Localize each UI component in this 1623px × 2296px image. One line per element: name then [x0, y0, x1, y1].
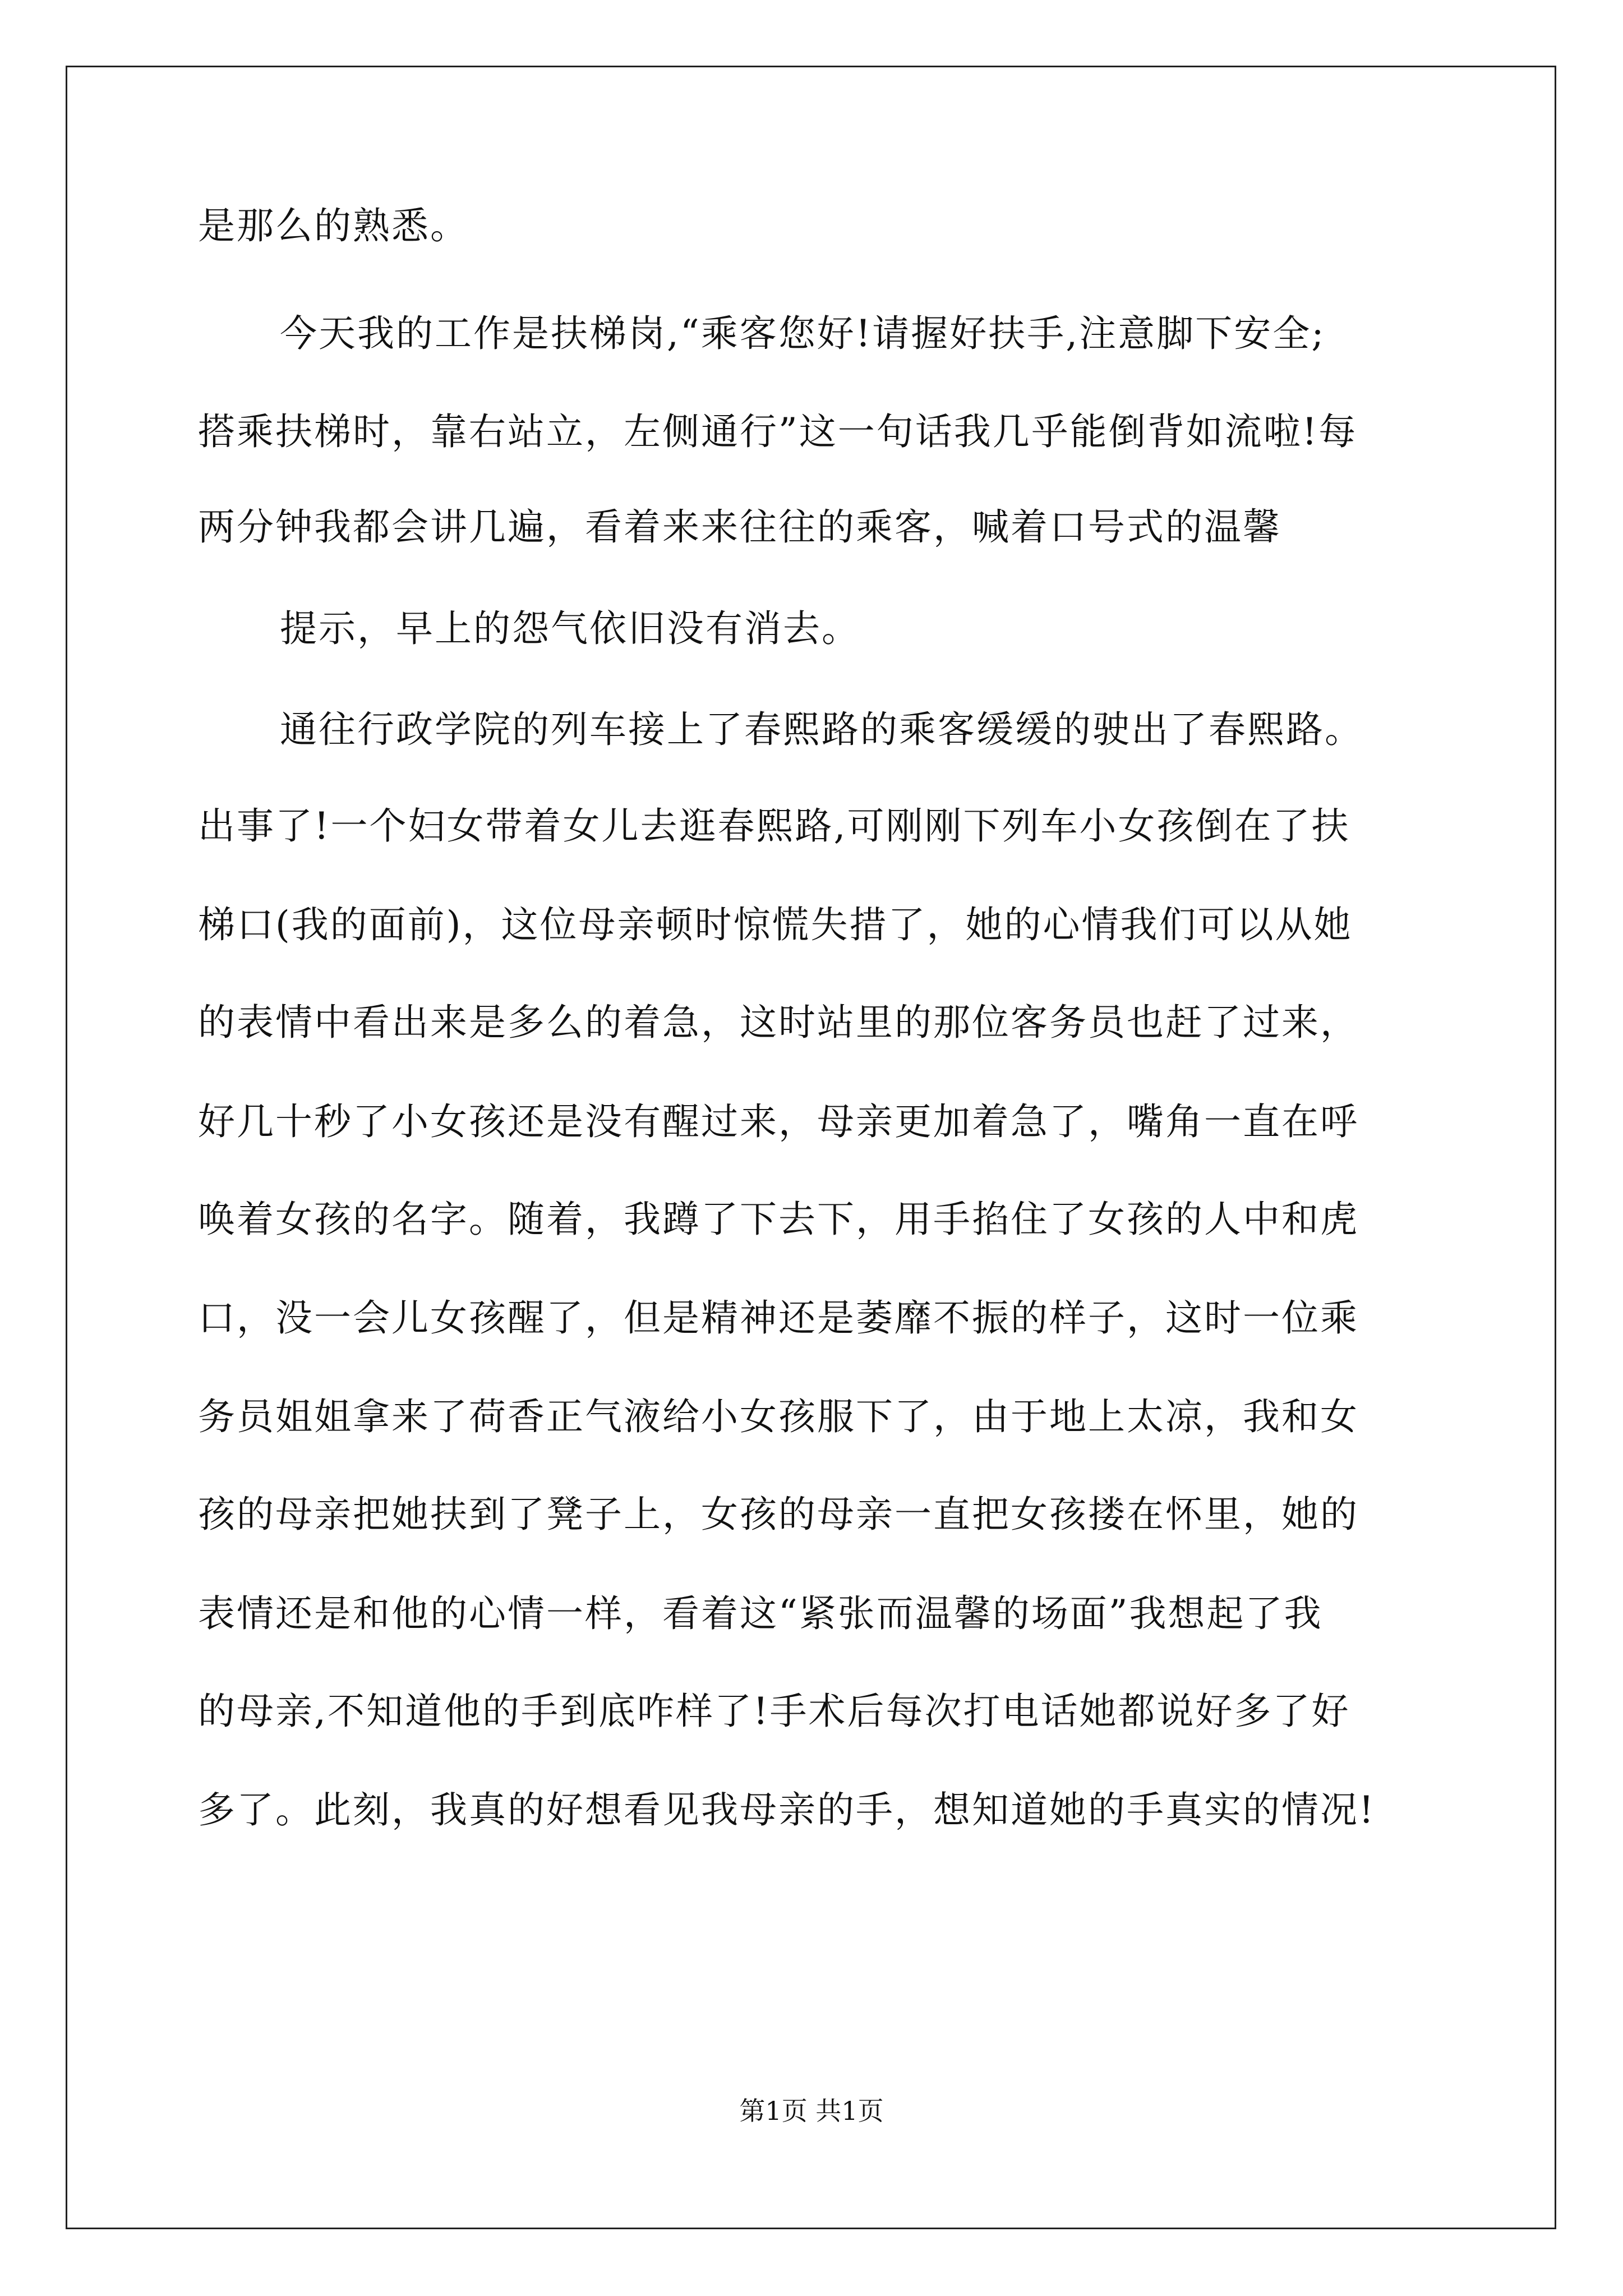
text-line: 两分钟我都会讲几遍，看着来来往往的乘客，喊着口号式的温馨	[198, 505, 1281, 549]
text-line: 通往行政学院的列车接上了春熙路的乘客缓缓的驶出了春熙路。	[280, 708, 1363, 751]
text-line: 孩的母亲把她扶到了凳子上，女孩的母亲一直把女孩搂在怀里，她的	[198, 1493, 1359, 1536]
page-number: 第1页 共1页	[739, 2096, 884, 2126]
text-line: 务员姐姐拿来了荷香正气液给小女孩服下了，由于地上太凉，我和女	[198, 1395, 1359, 1438]
text-line: 唤着女孩的名字。随着，我蹲了下去下，用手掐住了女孩的人中和虎	[198, 1198, 1359, 1241]
text-line: 多了。此刻，我真的好想看见我母亲的手，想知道她的手真实的情况!	[198, 1788, 1376, 1832]
text-line: 表情还是和他的心情一样，看着这“紧张而温馨的场面”我想起了我	[198, 1592, 1323, 1635]
text-line: 提示，早上的怨气依旧没有消去。	[280, 607, 860, 650]
text-line: 是那么的熟悉。	[198, 204, 469, 247]
text-line: 口，没一会儿女孩醒了，但是精神还是萎靡不振的样子，这时一位乘	[198, 1296, 1359, 1340]
text-line: 搭乘扶梯时，靠右站立，左侧通行”这一句话我几乎能倒背如流啦!每	[198, 410, 1358, 453]
text-line: 的母亲,不知道他的手到底咋样了!手术后每次打电话她都说好多了好	[198, 1690, 1350, 1733]
text-line: 出事了!一个妇女带着女儿去逛春熙路,可刚刚下列车小女孩倒在了扶	[198, 804, 1350, 848]
text-line: 今天我的工作是扶梯岗,“乘客您好!请握好扶手,注意脚下安全;	[280, 312, 1326, 355]
text-line: 好几十秒了小女孩还是没有醒过来，母亲更加着急了，嘴角一直在呼	[198, 1100, 1359, 1143]
text-line: 梯口(我的面前)，这位母亲顿时惊慌失措了，她的心情我们可以从她	[198, 903, 1353, 946]
text-line: 的表情中看出来是多么的着急，这时站里的那位客务员也赶了过来，	[198, 1001, 1359, 1044]
